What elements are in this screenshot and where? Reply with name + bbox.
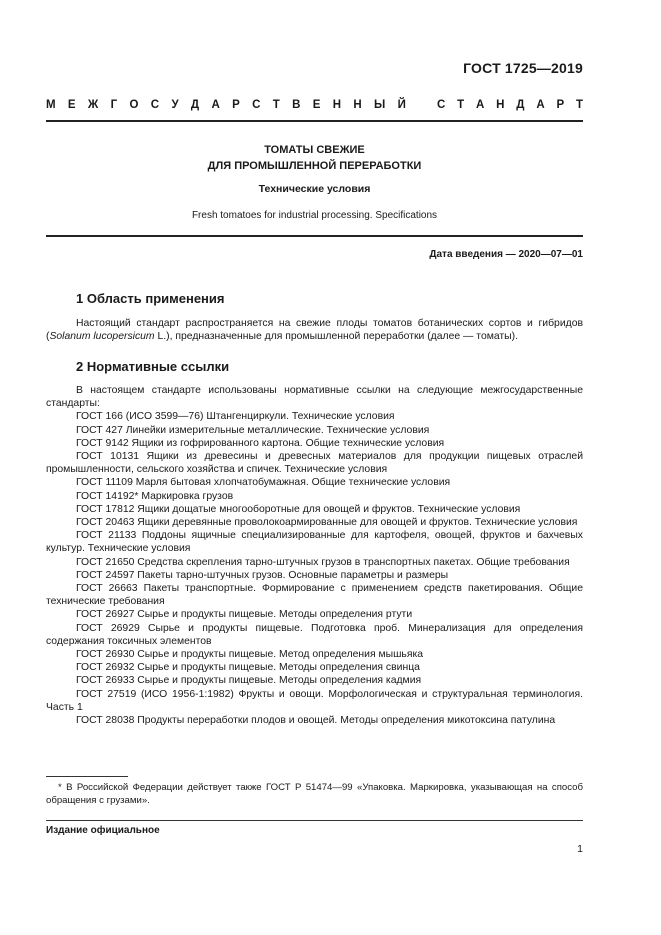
official-edition-label: Издание официальное (46, 825, 160, 836)
document-code: ГОСТ 1725—2019 (463, 60, 583, 76)
list-item: ГОСТ 21133 Поддоны ящичные специализированные для картофеля, овощей, фруктов и бахчевых культур. Технические условия (46, 530, 583, 555)
footnote-rule (46, 776, 128, 777)
header-rule (46, 120, 583, 122)
introduction-date: Дата введения — 2020—07—01 (429, 249, 583, 260)
list-item: ГОСТ 27519 (ИСО 1956-1:1982) Фрукты и овощи. Морфологическая и структуральная терминология. Часть 1 (46, 688, 583, 713)
list-item: ГОСТ 21650 Средства скрепления тарно-штучных грузов в транспортных пакетах. Общие требования (76, 556, 570, 568)
document-subtitle: Технические условия (258, 183, 371, 195)
title-rule (46, 235, 583, 237)
list-item: ГОСТ 10131 Ящики из древесины и древесных материалов для продукции пищевых отраслей промышленности, сельского хозяйства и спичек. Технические условия (46, 451, 583, 476)
list-item: ГОСТ 26927 Сырье и продукты пищевые. Методы определения ртути (76, 609, 413, 621)
standard-banner (46, 99, 583, 111)
section-1-text: Настоящий стандарт распространяется на свежие плоды томатов ботанических сортов и гибридов (Solanum lucopersicum L.), предназначенные для промышленной переработки (далее — томаты). (46, 318, 583, 343)
list-item: ГОСТ 166 (ИСО 3599—76) Штангенциркули. Технические условия (76, 411, 395, 423)
banner-standard: С Т А Н Д А Р Т (437, 99, 583, 111)
list-item: ГОСТ 20463 Ящики деревянные проволокоармированные для овощей и фруктов. Технические условия (76, 517, 578, 529)
banner-interstate: М Е Ж Г О С У Д А Р С Т В Е Н Н Ы Й (46, 99, 406, 111)
document-title: ТОМАТЫ СВЕЖИЕ ДЛЯ ПРОМЫШЛЕННОЙ ПЕРЕРАБОТКИ (207, 144, 422, 172)
section-2-heading: 2 Нормативные ссылки (76, 359, 230, 374)
list-item: ГОСТ 24597 Пакеты тарно-штучных грузов. Основные параметры и размеры (76, 569, 449, 581)
page-number: 1 (577, 843, 583, 855)
section-2-intro: В настоящем стандарте использованы нормативные ссылки на следующие межгосударственные стандарты: (46, 385, 583, 410)
english-title: Fresh tomatoes for industrial processing. Specifications (191, 210, 438, 221)
normative-references (46, 384, 583, 727)
list-item: ГОСТ 11109 Марля бытовая хлопчатобумажная. Общие технические условия (76, 477, 451, 489)
list-item: ГОСТ 9142 Ящики из гофрированного картона. Общие технические условия (76, 437, 445, 449)
list-item: ГОСТ 14192* Маркировка грузов (76, 490, 234, 502)
footer-rule (46, 820, 583, 821)
list-item: ГОСТ 26663 Пакеты транспортные. Формирование с применением средств пакетирования. Общие технические требования (46, 583, 583, 608)
list-item: ГОСТ 26933 Сырье и продукты пищевые. Методы определения кадмия (76, 675, 422, 687)
list-item: ГОСТ 17812 Ящики дощатые многооборотные для овощей и фруктов. Технические условия (76, 503, 521, 515)
section-1-heading: 1 Область применения (76, 291, 225, 306)
list-item: ГОСТ 28038 Продукты переработки плодов и овощей. Методы определения микотоксина патулина (76, 715, 556, 727)
list-item: ГОСТ 26930 Сырье и продукты пищевые. Метод определения мышьяка (76, 649, 424, 661)
footnote: * В Российской Федерации действует также ГОСТ Р 51474—99 «Упаковка. Маркировка, указывающая на способ обращения с грузами». (46, 782, 583, 806)
list-item: ГОСТ 427 Линейки измерительные металлические. Технические условия (76, 424, 430, 436)
list-item: ГОСТ 26932 Сырье и продукты пищевые. Методы определения свинца (76, 662, 420, 674)
list-item: ГОСТ 26929 Сырье и продукты пищевые. Подготовка проб. Минерализация для определения содержания токсичных элементов (46, 622, 583, 647)
